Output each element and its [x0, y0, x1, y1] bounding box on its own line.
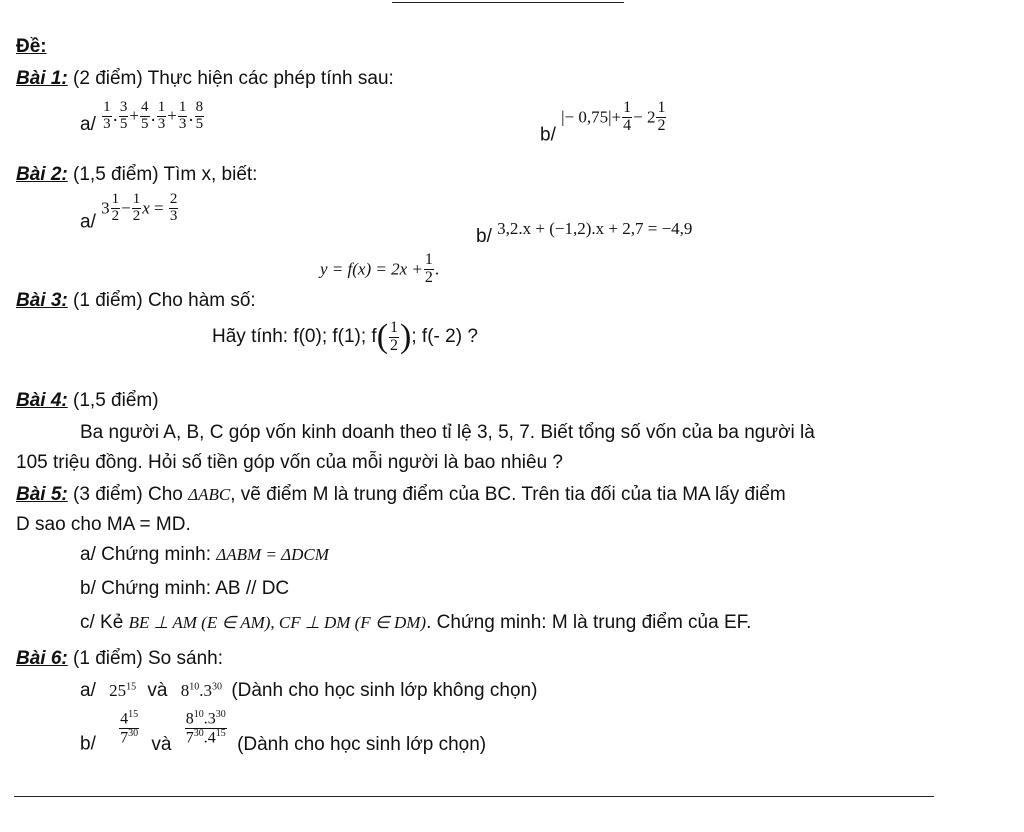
bai5-triangle: ΔABC	[188, 485, 231, 504]
bai2-label: Bài 2:	[16, 164, 68, 185]
bai6-b: b/ $\frac{4^{15}}{7^{30}}$ và $\frac{8^{10}.3^{30}}{7^{30}.4^{15}}$ (Dành cho học sinh lớp chọn)	[80, 709, 487, 755]
bai1-line	[16, 68, 394, 90]
bai3-func-lhs: y = f(x) = 2x +	[320, 259, 423, 279]
bai2-a-label: a/	[80, 211, 96, 233]
bai5-c-expr1: BE ⊥ AM (E ∈ AM)	[128, 613, 271, 632]
bai1-b-rest: − 2	[633, 107, 656, 127]
bai6-a-va: và	[147, 680, 168, 701]
bai3-line2-prefix: Hãy tính: f(0); f(1); f	[212, 326, 377, 348]
bai4-label: Bài 4:	[16, 390, 68, 411]
bai4-p2: 105 triệu đồng. Hỏi số tiền góp vốn của mỗi người là bao nhiêu ?	[16, 452, 563, 473]
bai6-line	[16, 648, 223, 670]
bai2-a: a/ 3 $\frac{1}{2}$ − $\frac{1}{2}$ x = $\frac{2}{3}$	[80, 191, 178, 233]
bai2-b-expr: 3,2.x + (−1,2).x + 2,7 = −4,9	[497, 219, 693, 238]
bai1-b-label: b/	[540, 124, 556, 146]
bai1-b: b/ |− 0,75|+ $\frac{1}{4}$ − 2 $\frac{1}{2}$	[540, 99, 666, 146]
bai2-line	[16, 164, 257, 186]
bai1-a-label: a/	[80, 114, 96, 135]
bai5-b: b/ Chứng minh: AB // DC	[80, 578, 290, 599]
bai3-label: Bài 3:	[16, 290, 68, 311]
bai3-line	[16, 290, 256, 312]
bai4-line	[16, 390, 159, 412]
bai1-label: Bài 1:	[16, 68, 68, 89]
bai5-c-tail: . Chứng minh: M là trung điểm của EF.	[426, 612, 752, 633]
bai1-a	[80, 100, 205, 136]
bai3-func: y = f(x) = 2x + $\frac{1}{2}$ .	[320, 251, 440, 286]
bai6-a-label: a/	[80, 680, 96, 701]
top-rule	[392, 2, 624, 3]
bai1-text: (2 điểm) Thực hiện các phép tính sau:	[73, 68, 394, 89]
bai6-b-label: b/	[80, 733, 96, 755]
bai6-text: (1 điểm) So sánh:	[73, 648, 223, 669]
bai5-label: Bài 5:	[16, 484, 68, 505]
bai5-line2: D sao cho MA = MD.	[16, 514, 191, 535]
bai5-a	[80, 544, 329, 566]
bai5-line	[16, 484, 786, 506]
bai6-a-note: (Dành cho học sinh lớp không chọn)	[231, 680, 538, 701]
bai6-a: a/ $25^{15}$ và $8^{10}.3^{30}$ (Dành cho học sinh lớp không chọn)	[80, 680, 538, 701]
bai5-c-text: c/ Kẻ	[80, 612, 124, 633]
bai5-a-expr: ΔABM = ΔDCM	[216, 545, 329, 564]
heading: Đề:	[16, 36, 47, 57]
bai5-c: c/ Kẻ BE ⊥ AM (E ∈ AM), CF ⊥ DM (F ∈ DM). Chứng minh: M là trung điểm của EF.	[80, 612, 752, 633]
bai5-a-text: a/ Chứng minh:	[80, 544, 212, 565]
bai5-c-expr2: CF ⊥ DM (F ∈ DM)	[278, 613, 427, 632]
bai5-text-a: (3 điểm) Cho	[73, 484, 183, 505]
bai4-text: (1,5 điểm)	[73, 390, 159, 411]
bai2-b-label: b/	[476, 226, 492, 247]
bai2-b	[476, 218, 692, 248]
bai6-b-va: và	[151, 733, 172, 755]
bai2-text: (1,5 điểm) Tìm x, biết:	[73, 164, 258, 185]
bai3-line2: Hãy tính: f(0); f(1); f( $\frac{1}{2}$ ); f(- 2) ?	[212, 318, 478, 355]
bai6-label: Bài 6:	[16, 648, 68, 669]
bai6-b-note: (Dành cho học sinh lớp chọn)	[237, 733, 487, 755]
bai1-b-abs: |− 0,75|	[561, 107, 612, 127]
bai1-a-expr: $\frac{1}{3}$ . $\frac{3}{5}$ + $\frac{4}{5}$ . $\frac{1}{3}$ + $\frac{1}{3}$ . $\frac{8}{5}$	[103, 99, 204, 132]
bai5-text-b: , vẽ điểm M là trung điểm của BC. Trên tia đối của tia MA lấy điểm	[230, 484, 786, 505]
bai4-p1: Ba người A, B, C góp vốn kinh doanh theo tỉ lệ 3, 5, 7. Biết tổng số vốn của ba người là	[80, 422, 815, 443]
bottom-rule	[14, 796, 934, 797]
bai3-text: (1 điểm) Cho hàm số:	[73, 290, 256, 311]
bai3-line2-suffix: ; f(- 2) ?	[411, 326, 478, 348]
